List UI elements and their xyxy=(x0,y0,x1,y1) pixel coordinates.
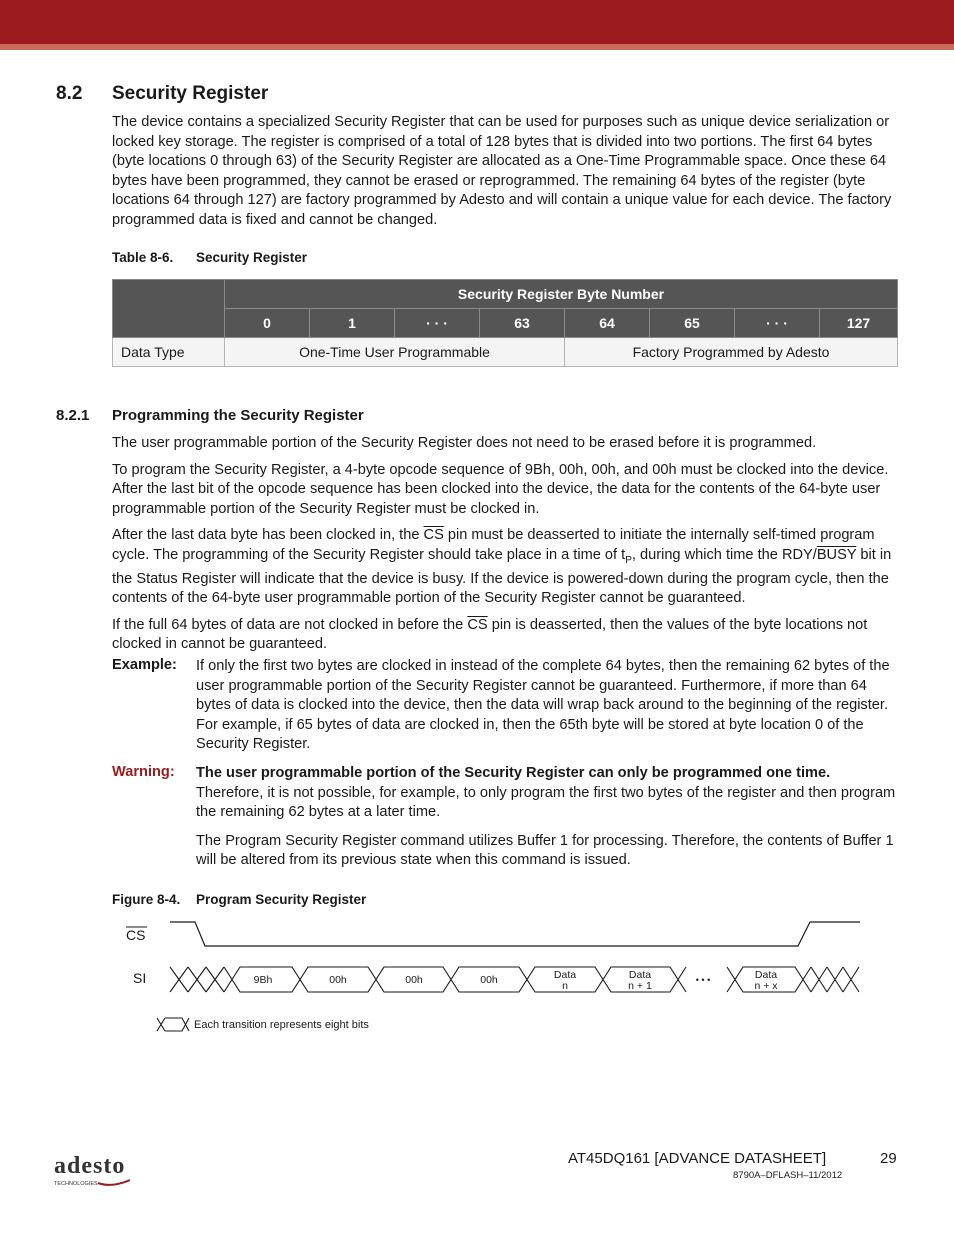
legend-transition-symbol xyxy=(157,1018,189,1031)
data-n-index: n xyxy=(562,980,568,992)
byte-65: 65 xyxy=(650,309,735,338)
section-title: Security Register xyxy=(112,83,269,104)
example-label: Example: xyxy=(112,657,177,673)
warning-label: Warning: xyxy=(112,764,175,780)
header-accent-line xyxy=(0,44,954,50)
adesto-logo xyxy=(54,1153,126,1187)
subsection-number: 8.2.1 xyxy=(56,407,90,424)
table-corner-cell xyxy=(113,280,225,338)
table-caption-number: Table 8-6. xyxy=(112,250,174,265)
figure-caption-title: Program Security Register xyxy=(196,892,367,907)
byte-63: 63 xyxy=(480,309,565,338)
footer-page-number: 29 xyxy=(880,1150,897,1167)
data-nx-index: n + x xyxy=(754,980,778,992)
factory-cell: Factory Programmed by Adesto xyxy=(565,338,898,367)
logo-wordmark: adesto xyxy=(54,1153,126,1179)
header-bar xyxy=(0,0,954,44)
footer-document-code: 8790A–DFLASH–11/2012 xyxy=(733,1170,843,1181)
table-caption-title: Security Register xyxy=(196,250,308,265)
byte-64: 64 xyxy=(565,309,650,338)
opcode-byte-00h-2: 00h xyxy=(405,974,423,986)
cs-label: CS xyxy=(126,927,146,943)
security-register-table xyxy=(112,279,898,367)
byte-1: 1 xyxy=(310,309,395,338)
programming-body xyxy=(112,434,898,662)
logo-swoosh-icon xyxy=(54,1177,134,1189)
para-incomplete: If the full 64 bytes of data are not clocked in before the $\overline{CS}$ pin is deasserted, then the values of the byte locations not clocked in cannot be guaranteed. xyxy=(112,616,868,653)
para-erase: The user programmable portion of the Security Register does not need to be erased before it is programmed. xyxy=(112,435,817,451)
data-n1-label: Data xyxy=(628,969,652,981)
table-header: Security Register Byte Number xyxy=(225,280,898,309)
byte-0: 0 xyxy=(225,309,310,338)
byte-ellipsis-2: · · · xyxy=(735,309,820,338)
logo-subtext: TECHNOLOGIES xyxy=(54,1181,98,1187)
opcode-byte-00h-1: 00h xyxy=(329,974,347,986)
byte-127: 127 xyxy=(820,309,898,338)
data-n-label: Data xyxy=(553,969,577,981)
timing-diagram xyxy=(0,900,954,1050)
opcode-byte-9bh: 9Bh xyxy=(253,974,273,986)
data-n1-index: n + 1 xyxy=(628,980,652,992)
opcode-byte-00h-3: 00h xyxy=(480,974,498,986)
si-label: SI xyxy=(133,970,147,986)
footer-document-title: AT45DQ161 [ADVANCE DATASHEET] xyxy=(568,1150,827,1167)
byte-ellipsis-1: · · · xyxy=(395,309,480,338)
subsection-title: Programming the Security Register xyxy=(112,407,364,424)
otp-cell: One-Time User Programmable xyxy=(225,338,565,367)
cs-waveform xyxy=(170,922,860,946)
section-number: 8.2 xyxy=(56,83,83,104)
example-text: If only the first two bytes are clocked in instead of the complete 64 bytes, then the remaining 62 bytes of the user programmable portion of the Security Register cannot be guaranteed. Furthermore, if more than 64 bytes of data is clocked into the device, then the data will wrap back around to the beginning of the register. For example, if 65 bytes of data are clocked in, then the 65th byte will be stored at byte location 0 of the Security Register. xyxy=(196,658,890,752)
legend-text: Each transition represents eight bits xyxy=(194,1019,369,1031)
data-nx-label: Data xyxy=(754,969,778,981)
row-label-data-type: Data Type xyxy=(113,338,225,367)
para-deassert: After the last data byte has been clocked in, the $\overline{CS}$ pin must be deasserted to initiate the internally self-timed program cycle. The programming of the Security Register should take place in a time of $t_P$, during which time the RDY/BUSY bit in the Status Register will indicate that the device is busy. If the device is powered-down during the program cycle, then the contents of the 64-byte user programmable portion of the Security Register cannot be guaranteed. xyxy=(112,527,892,607)
figure-caption-number: Figure 8-4. xyxy=(112,892,181,907)
data-ellipsis: • • • xyxy=(695,975,711,985)
warning-text: The user programmable portion of the Security Register can only be programmed one time. Therefore, it is not possible, for example, to only program the first two bytes of the register and then program the remaining 62 bytes at a later time. The Program Security Register command utilizes Buffer 1 for processing. Therefore, the contents of Buffer 1 will be altered from its previous state when this command is issued. xyxy=(196,765,896,868)
para-opcode: To program the Security Register, a 4-byte opcode sequence of 9Bh, 00h, 00h, and 00h must be clocked into the device. After the last bit of the opcode sequence has been clocked into the device, the data for the contents of the 64-byte user programmable portion of the Security Register must be clocked in. xyxy=(112,461,889,517)
intro-paragraph: The device contains a specialized Security Register that can be used for purposes such as unique device serialization or locked key storage. The register is comprised of a total of 128 bytes that is divided into two portions. The first 64 bytes (byte locations 0 through 63) of the Security Register are allocated as a One-Time Programmable space. Once these 64 bytes have been programmed, they cannot be erased or reprogrammed. The remaining 64 bytes of the register (byte locations 64 through 127) are factory programmed by Adesto and will contain a unique value for each device. The factory programmed data is fixed and cannot be changed. xyxy=(112,114,892,228)
